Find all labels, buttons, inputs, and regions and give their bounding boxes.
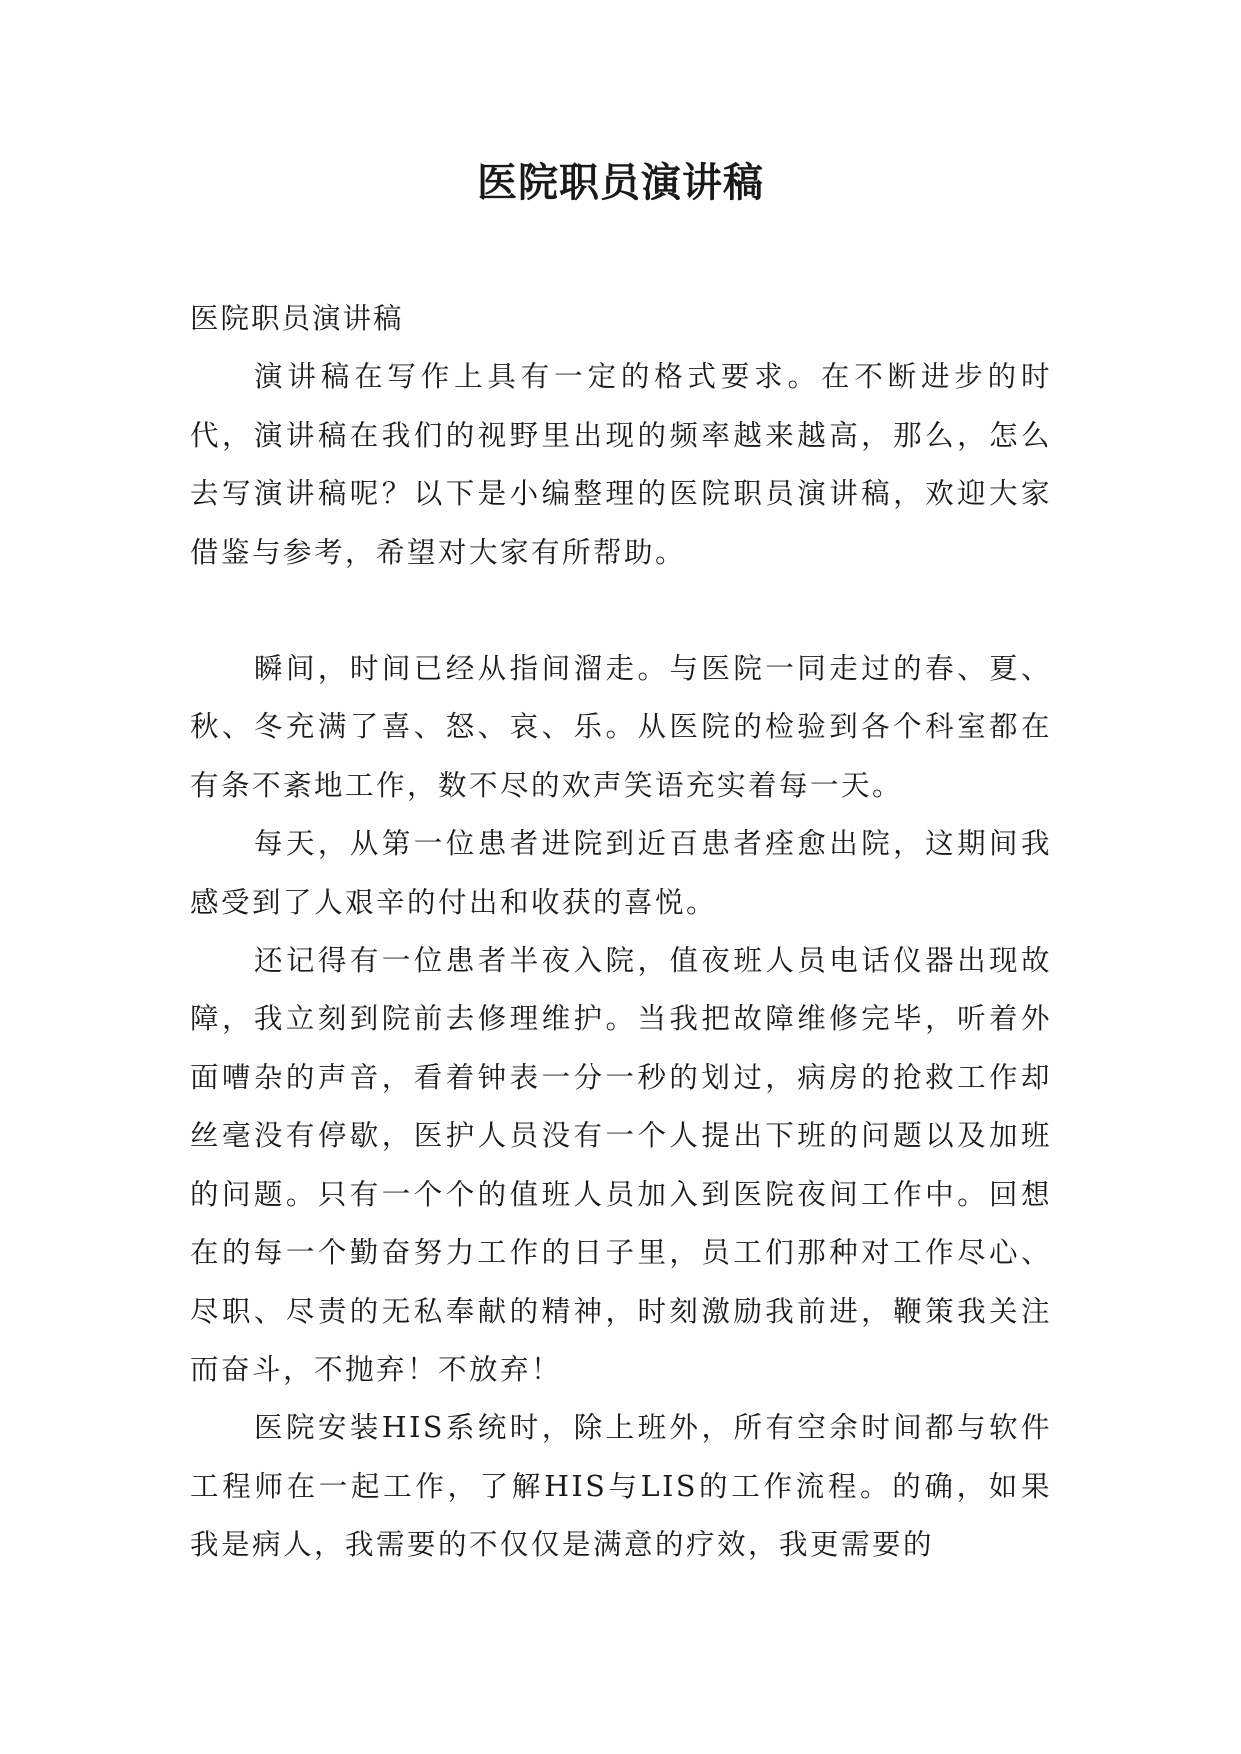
document-title: 医院职员演讲稿: [477, 159, 764, 206]
paragraph: 每天，从第一位患者进院到近百患者痊愈出院，这期间我感受到了人艰辛的付出和收获的喜悦。: [190, 827, 1052, 919]
paragraph: 还记得有一位患者半夜入院，值夜班人员电话仪器出现故障，我立刻到院前去修理维护。当我把故障维修完毕，听着外面嘈杂的声音，看着钟表一分一秒的划过，病房的抢救工作却丝毫没有停歇，医护人员没有一个人提出下班的问题以及加班的问题。只有一个个的值班人员加入到医院夜间工作中。回想在的每一个勤奋努力工作的日子里，员工们那种对工作尽心、尽职、尽责的无私奉献的精神，时刻激励我前进，鞭策我关注而奋斗，不抛弃！不放弃！: [190, 944, 1052, 1386]
paragraph-spacer: [190, 582, 1052, 640]
document-subtitle: 医院职员演讲稿: [190, 302, 404, 335]
paragraph: 瞬间，时间已经从指间溜走。与医院一同走过的春、夏、秋、冬充满了喜、怒、哀、乐。从医院的检验到各个科室都在有条不紊地工作，数不尽的欢声笑语充实着每一天。: [190, 652, 1052, 802]
paragraph: 医院安装HIS系统时，除上班外，所有空余时间都与软件工程师在一起工作，了解HIS与LIS的工作流程。的确，如果我是病人，我需要的不仅仅是满意的疗效，我更需要的: [190, 1411, 1052, 1562]
document-body: [190, 290, 1052, 1575]
paragraph-intro: 演讲稿在写作上具有一定的格式要求。在不断进步的时代，演讲稿在我们的视野里出现的频率越来越高，那么，怎么去写演讲稿呢？以下是小编整理的医院职员演讲稿，欢迎大家借鉴与参考，希望对大家有所帮助。: [190, 360, 1052, 569]
